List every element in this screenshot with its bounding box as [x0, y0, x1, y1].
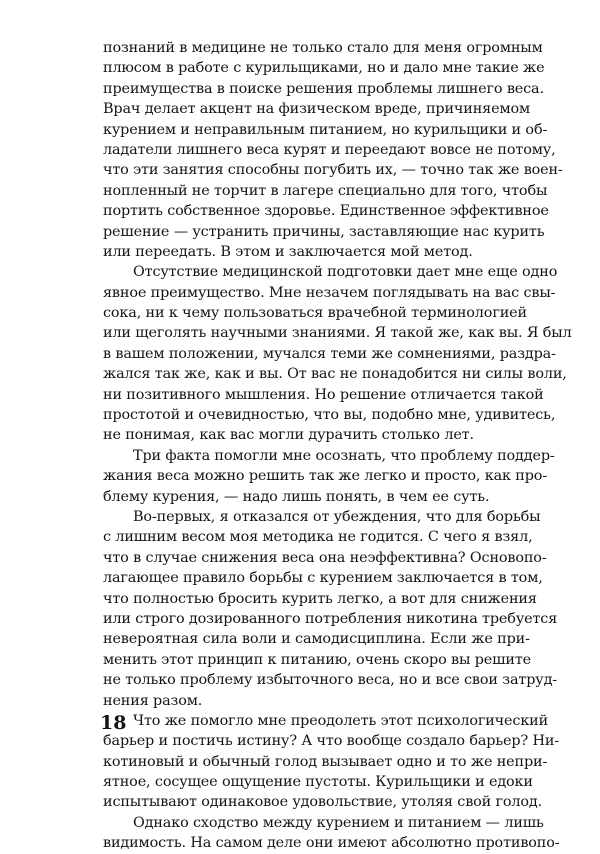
text-line: преимущества в поиске решения проблемы лишнего веса. [103, 80, 544, 97]
text-line: нения разом. [103, 692, 203, 709]
text-line: Однако сходство между курением и питанием — лишь [133, 814, 544, 831]
text-line: решение — устранить причины, заставляющие нас курить [103, 223, 545, 240]
text-line: или щеголять научными знаниями. Я такой же, как вы. Я был [103, 325, 572, 342]
text-line: или переедать. В этом и заключается мой метод. [103, 243, 473, 260]
text-line: видимость. На самом деле они имеют абсолютно противопо- [103, 835, 560, 852]
text-line: Три факта помогли мне осознать, что проблему поддер- [133, 447, 555, 464]
text-line: ни позитивного мышления. Но решение отличается такой [103, 386, 544, 403]
text-line: что эти занятия способны погубить их, — точно так же воен- [103, 162, 563, 179]
body-text [103, 38, 572, 854]
text-line: барьер и постичь истину? А что вообще создало барьер? Ни- [103, 733, 560, 750]
text-line: Врач делает акцент на физическом вреде, причиняемом [103, 101, 531, 118]
text-line: блему курения, — надо лишь понять, в чем ее суть. [103, 488, 490, 505]
text-line: познаний в медицине не только стало для меня огромным [103, 40, 543, 56]
text-line: курением и неправильным питанием, но курильщики и об- [103, 121, 548, 138]
text-line: котиновый и обычный голод вызывает одно и то же непри- [103, 753, 548, 770]
text-line: с лишним весом моя методика не годится. С чего я взял, [103, 529, 533, 546]
text-line: или строго дозированного потребления никотина требуется [103, 610, 558, 627]
text-line: ятное, сосущее ощущение пустоты. Курильщики и едоки [103, 774, 533, 791]
text-line: плюсом в работе с курильщиками, но и дало мне такие же [103, 60, 545, 77]
text-line: лагающее правило борьбы с курением заключается в том, [103, 570, 543, 587]
text-line: не понимая, как вас могли дурачить столько лет. [103, 427, 474, 444]
text-line: нопленный не торчит в лагере специально для того, чтобы [103, 182, 548, 199]
text-line: Во-первых, я отказался от убеждения, что для борьбы [133, 508, 541, 525]
text-line: в вашем положении, мучался теми же сомнениями, раздра- [103, 345, 556, 362]
text-line: жания веса можно решить так же легко и просто, как про- [103, 468, 548, 485]
text-line: простотой и очевидностью, что вы, подобно мне, удивитесь, [103, 407, 556, 424]
text-line: явное преимущество. Мне незачем поглядывать на вас свы- [103, 284, 556, 301]
text-line: что полностью бросить курить легко, а вот для снижения [103, 590, 537, 607]
text-line: что в случае снижения веса она неэффективна? Основопо- [103, 549, 547, 566]
text-line: испытывают одинаковое удовольствие, утоляя свой голод. [103, 794, 543, 811]
page-number: 18 [100, 712, 127, 734]
text-line: менить этот принцип к питанию, очень скоро вы решите [103, 651, 532, 668]
text-line: Отсутствие медицинской подготовки дает мне еще одно [133, 264, 558, 281]
text-line: невероятная сила воли и самодисциплина. Если же при- [103, 631, 530, 648]
text-line: ладатели лишнего веса курят и переедают вовсе не потому, [103, 141, 556, 158]
text-line: жался так же, как и вы. От вас не понадобится ни силы воли, [103, 366, 567, 383]
text-line: сока, ни к чему пользоваться врачебной терминологией [103, 305, 527, 322]
text-line: не только проблему избыточного веса, но и все свои затруд- [103, 672, 558, 689]
text-line: Что же помогло мне преодолеть этот психологический [133, 712, 549, 729]
text-line: портить собственное здоровье. Единственное эффективное [103, 203, 549, 220]
